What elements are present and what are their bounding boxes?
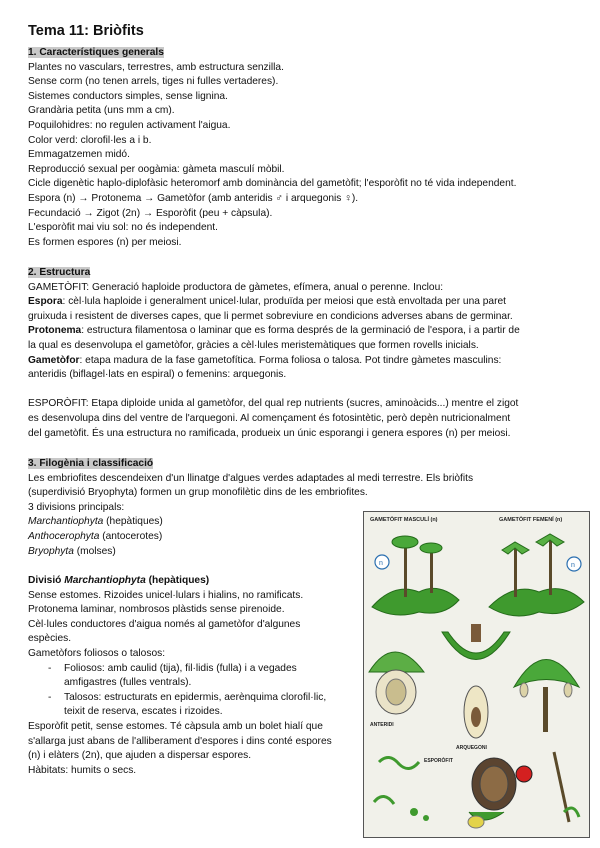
text-line: Grandària petita (uns mm a cm). <box>28 105 175 117</box>
text-line: Espora (n) → Protonema → Gametòfor (amb anteridis ♂ i arquegonis ♀). <box>28 192 359 204</box>
section-general-characteristics <box>28 46 580 250</box>
text-line: Es formen espores (n) per meiosi. <box>28 236 182 248</box>
term-espora: Espora <box>28 296 63 308</box>
gemma-cup-section <box>442 624 510 660</box>
text-run: : cèl·lula haploide i generalment unicel·lular, produïda per meiosi que està envoltada per una paret <box>62 296 506 308</box>
svg-text:n: n <box>379 560 383 567</box>
text-line: Cicle digenètic haplo-diplofàsic heteromorf amb dominància del gametòfit; l'esporòfit no té vida independent. <box>28 178 517 190</box>
text-line: Sense corm (no tenen arrels, tiges ni fulles vertaderes). <box>28 76 279 88</box>
male-gametophyte-drawing <box>372 536 459 615</box>
archegonium-drawing <box>456 686 488 751</box>
text-line: la qual es desenvolupa el gametòfor, gràcies a cèl·lules meristemàtiques que formen rovells inicials. <box>28 339 479 351</box>
text-line: Hàbitats: humits o secs. <box>28 764 137 776</box>
text-line: es desenvolupa dins del ventre de l'arquegoni. Al començament és fotosintètic, però depèn nutricionalment <box>28 412 511 424</box>
text-run: (hepàtiques) <box>103 516 163 528</box>
text-line: Reproducció sexual per oogàmia: gàmeta masculí mòbil. <box>28 163 285 175</box>
text-line: espècies. <box>28 633 72 645</box>
text-line: Emmagatzemen midó. <box>28 149 130 161</box>
bullet-dash: - <box>48 691 52 703</box>
svg-text:n: n <box>571 562 575 569</box>
division-name: Anthocerophyta <box>28 530 100 542</box>
text-line: Color verd: clorofil·les a i b. <box>28 134 152 146</box>
text-line: GAMETÒFIT: Generació haploide productora de gàmetes, efímera, anual o perenne. Inclou: <box>28 281 444 293</box>
text-line: (n) i elàters (2n), que ajuden a dispersar espores. <box>28 750 252 762</box>
text-run: (molses) <box>73 545 116 557</box>
text-line: (superdivisió Bryophyta) formen un grup monofilètic dins de les embriofites. <box>28 487 368 499</box>
text-run: : estructura filamentosa o laminar que es forma després de la germinació de l'espora, i a partir de <box>81 325 520 337</box>
term-protonema: Protonema <box>28 325 82 337</box>
text-run: (antocerotes) <box>99 530 163 542</box>
section-heading: 3. Filogènia i classificació <box>28 458 154 469</box>
division-name: Bryophyta <box>28 545 74 557</box>
text-line: Gametòfors foliosos o talosos: <box>28 647 166 659</box>
text-line: ESPORÒFIT: Etapa diploide unida al gametòfor, del qual rep nutrients (sucres, aminoàcids...) mentre el zigot <box>28 398 519 410</box>
figure-label-sporophyte: ESPORÒFIT <box>424 758 453 764</box>
section-marchantiophyta <box>28 574 358 778</box>
text-line: amfigastres (fulles ventrals). <box>64 677 192 689</box>
text-line: del gametòfit. És una estructura no ramificada, produeix un únic esporangi i genera espores (n) per meiosi. <box>28 427 511 439</box>
archegoniophore-section <box>514 660 579 733</box>
antheridium-section <box>369 652 424 728</box>
section-heading: 1. Característiques generals <box>28 47 164 58</box>
text-run: Talosos: estructurats en epidermis, aerènquima clorofil·lic, <box>64 691 327 703</box>
bullet-dash: - <box>48 662 52 674</box>
life-cycle-illustration <box>364 512 589 837</box>
text-line: Esporòfit petit, sense estomes. Té càpsula amb un bolet hialí que <box>28 720 323 732</box>
text-run: Marchantiophyta <box>64 575 146 586</box>
marchantia-life-cycle-figure <box>363 511 590 838</box>
section-heading: 2. Estructura <box>28 267 91 278</box>
figure-label-archegonium: ARQUEGONI <box>456 745 487 751</box>
page-title: Tema 11: Briòfits <box>28 23 144 39</box>
text-line: teixit de reserva, escates i rizoides. <box>64 706 223 718</box>
text-line: L'esporòfit mai viu sol: no és independent. <box>28 222 218 234</box>
division-name: Marchantiophyta <box>28 516 104 528</box>
text-run: (hepàtiques) <box>145 575 210 586</box>
figure-label-male: GAMETÒFIT MASCULÍ (n) <box>370 517 438 523</box>
female-gametophyte-drawing <box>489 534 584 616</box>
figure-label-antheridium: ANTERIDI <box>370 722 394 728</box>
text-line: Cèl·lules conductores d'aigua només al gametòfor d'algunes <box>28 618 301 630</box>
paragraph-espora <box>28 295 580 310</box>
text-line: s'allarga just abans de l'alliberament d'espores i dins conté espores <box>28 735 332 747</box>
text-line: anteridis (biflagel·lats en espiral) o femenins: arquegonis. <box>28 369 287 381</box>
text-run: Foliosos: amb caulid (tija), fil·lidis (fulla) i a vegades <box>64 662 297 674</box>
text-line: Sense estomes. Rizoides unicel·lulars i hialins, no ramificats. <box>28 589 304 601</box>
text-line: Poquilohidres: no regulen activament l'aigua. <box>28 119 231 131</box>
subsection-heading <box>28 574 358 589</box>
text-run: : etapa madura de la fase gametofítica. Forma foliosa o talosa. Pot tindre gàmetes masculins: <box>79 354 502 366</box>
text-line: gruixuda i resistent de diverses capes, que li permet sobreviure en condicions adverses abans de germinar. <box>28 310 513 322</box>
text-line: Plantes no vasculars, terrestres, amb estructura senzilla. <box>28 61 284 73</box>
text-line: Les embriofites descendeixen d'un llinatge d'algues verdes adaptades al medi terrestre. Els briòfits <box>28 472 474 484</box>
text-line: Protonema laminar, nombrosos plàstids sense pirenoide. <box>28 604 285 616</box>
figure-label-female: GAMETÒFIT FEMENÍ (n) <box>499 517 563 523</box>
text-line: Sistemes conductors simples, sense lignina. <box>28 90 228 102</box>
sporophyte-drawing <box>424 756 532 828</box>
bullet-item <box>28 662 358 677</box>
paragraph-gametofor <box>28 354 580 369</box>
text-line: 3 divisions principals: <box>28 501 125 513</box>
bullet-item <box>28 691 358 706</box>
term-gametofor: Gametòfor <box>28 354 80 366</box>
text-run: Divisió <box>28 575 65 586</box>
text-line: Fecundació → Zigot (2n) → Esporòfit (peu + càpsula). <box>28 207 273 219</box>
paragraph-protonema <box>28 324 580 339</box>
section-structure <box>28 266 580 441</box>
